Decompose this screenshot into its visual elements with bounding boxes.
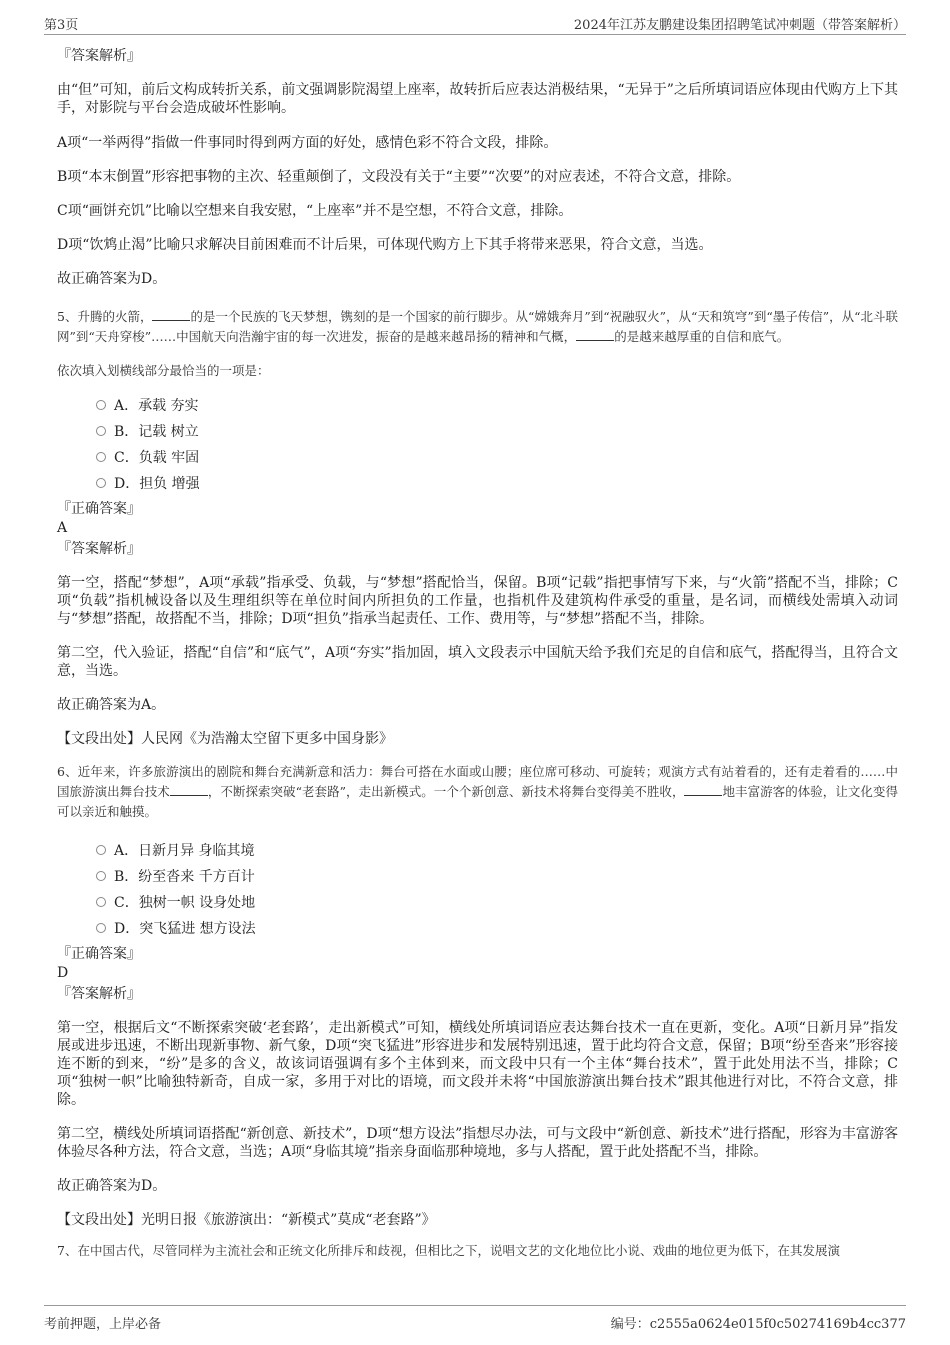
q5-analysis-label: 『答案解析』: [57, 541, 141, 557]
radio-icon[interactable]: [96, 426, 106, 436]
option-d[interactable]: D．突飞猛进 想方设法: [96, 916, 898, 942]
radio-icon[interactable]: [96, 478, 106, 488]
q7-stem: 7、在中国古代，尽管同样为主流社会和正统文化所排斥和歧视，但相比之下，说唱文艺的文化地位比小说、戏曲的地位更为低下，在其发展演: [57, 1243, 840, 1258]
q6-analysis-label: 『答案解析』: [57, 986, 141, 1002]
q6-source: 【文段出处】光明日报《旅游演出：“新模式”莫成“老套路”》: [57, 1212, 436, 1228]
option-a[interactable]: A．承载 夯实: [96, 393, 898, 419]
blank-line: [152, 308, 190, 321]
q5-answer-line: 故正确答案为A。: [57, 697, 166, 713]
q6-correct-answer: D: [57, 965, 69, 981]
q5-correct-answer: A: [57, 520, 68, 536]
q4-analysis-para: D项“饮鸩止渴”比喻只求解决目前困难而不计后果，可体现代购方上下其手将带来恶果，符合文意，当选。: [57, 237, 713, 253]
option-a[interactable]: A．日新月异 身临其境: [96, 838, 898, 864]
q4-analysis-para: B项“本末倒置”形容把事物的主次、轻重颠倒了，文段没有关于“主要”“次要”的对应表述，不符合文意，排除。: [57, 169, 741, 185]
q6-options: [57, 838, 898, 942]
document-id: 编号：c2555a0624e015f0c50274169b4cc377: [610, 1317, 906, 1332]
q6-stem: 6、近年来，许多旅游演出的剧院和舞台充满新意和活力：舞台可搭在水面或山腰；座位席可移动、可旋转；观演方式有站着看的，还有走着看的……中国旅游演出舞台技术 ，不断探索突破“老套路”，走出新模式。一个个新创意、新技术将舞台变得美不胜收， 地丰富游客的体验，让文化变得可以亲近和触摸。: [57, 764, 898, 819]
q5-analysis-para: 第一空，搭配“梦想”，A项“承载”指承受、负载，与“梦想”搭配恰当，保留。B项“记载”指把事情写下来，与“火箭”搭配不当，排除；C项“负载”指机械设备以及生理组织等在单位时间内所担负的工作量，也指机件及建筑构件承受的重量，是名词，而横线处需填入动词与“梦想”搭配，故搭配不当，排除；D项“担负”指承当起责任、工作、费用等，与“梦想”搭配不当，排除。: [57, 575, 898, 627]
q6-analysis-para: 第二空，横线处所填词语搭配“新创意、新技术”，D项“想方设法”指想尽办法，可与文段中“新创意、新技术”进行搭配，形容为丰富游客体验尽各种方法，符合文意，当选；A项“身临其境”指亲身面临那种境地，多与人搭配，置于此处搭配不当，排除。: [57, 1126, 898, 1160]
q5-analysis-para: 第二空，代入验证，搭配“自信”和“底气”，A项“夯实”指加固，填入文段表示中国航天给予我们充足的自信和底气，搭配得当，且符合文意，当选。: [57, 645, 898, 679]
q4-answer-line: 故正确答案为D。: [57, 271, 167, 287]
q6-analysis-para: 第一空，根据后文“不断探索突破‘老套路’，走出新模式”可知，横线处所填词语应表达舞台技术一直在更新，变化。A项“日新月异”指发展或进步迅速，不断出现新事物、新气象，D项“突飞猛进”形容进步和发展特别迅速，置于此均符合文意，保留；B项“纷至沓来”形容接连不断的到来，“纷”是多的含义，故该词语强调有多个主体到来，而文段中只有一个主体“舞台技术”，置于此处用法不当，排除；C项“独树一帜”比喻独特新奇，自成一家，多用于对比的语境，而文段并未将“中国旅游演出舞台技术”跟其他进行对比，不符合文意，排除。: [57, 1020, 898, 1108]
q5-prompt: 依次填入划横线部分最恰当的一项是：: [57, 363, 270, 378]
q4-analysis-para: 由“但”可知，前后文构成转折关系，前文强调影院渴望上座率，故转折后应表达消极结果，“无异于”之后所填词语应体现由代购方上下其手，对影院与平台会造成破坏性影响。: [57, 82, 898, 116]
q4-analysis-para: C项“画饼充饥”比喻以空想来自我安慰，“上座率”并不是空想，不符合文意，排除。: [57, 203, 573, 219]
radio-icon[interactable]: [96, 923, 106, 933]
page-content: [57, 44, 898, 1261]
radio-icon[interactable]: [96, 897, 106, 907]
q5-correct-label: 『正确答案』: [57, 501, 141, 517]
option-b[interactable]: B．记载 树立: [96, 419, 898, 445]
q4-analysis-para: A项“一举两得”指做一件事同时得到两方面的好处，感情色彩不符合文段，排除。: [57, 135, 558, 151]
radio-icon[interactable]: [96, 400, 106, 410]
option-b[interactable]: B．纷至沓来 千方百计: [96, 864, 898, 890]
q6-correct-label: 『正确答案』: [57, 946, 141, 962]
option-d[interactable]: D．担负 增强: [96, 471, 898, 497]
q6-answer-line: 故正确答案为D。: [57, 1178, 167, 1194]
option-c[interactable]: C．负载 牢固: [96, 445, 898, 471]
radio-icon[interactable]: [96, 845, 106, 855]
blank-line: [684, 783, 722, 796]
radio-icon[interactable]: [96, 452, 106, 462]
q5-options: [57, 393, 898, 497]
page-footer: [44, 1305, 906, 1334]
footer-slogan: 考前押题，上岸必备: [44, 1317, 162, 1332]
blank-line: [576, 328, 614, 341]
q4-analysis-label: 『答案解析』: [57, 48, 141, 64]
page-header: [44, 12, 906, 35]
document-title: 2024年江苏友鹏建设集团招聘笔试冲刺题（带答案解析）: [573, 18, 906, 33]
page-number: 第3页: [44, 18, 79, 33]
q5-source: 【文段出处】人民网《为浩瀚太空留下更多中国身影》: [57, 731, 393, 747]
blank-line: [170, 783, 208, 796]
radio-icon[interactable]: [96, 871, 106, 881]
option-c[interactable]: C．独树一帜 设身处地: [96, 890, 898, 916]
q5-stem: 5、升腾的火箭， 的是一个民族的飞天梦想，镌刻的是一个国家的前行脚步。从“嫦娥奔月”到“祝融驭火”，从“天和筑穹”到“墨子传信”，从“北斗联网”到“天舟穿梭”……中国航天向浩瀚宇宙的每一次进发，振奋的是越来越昂扬的精神和气概， 的是越来越厚重的自信和底气。: [57, 309, 898, 344]
